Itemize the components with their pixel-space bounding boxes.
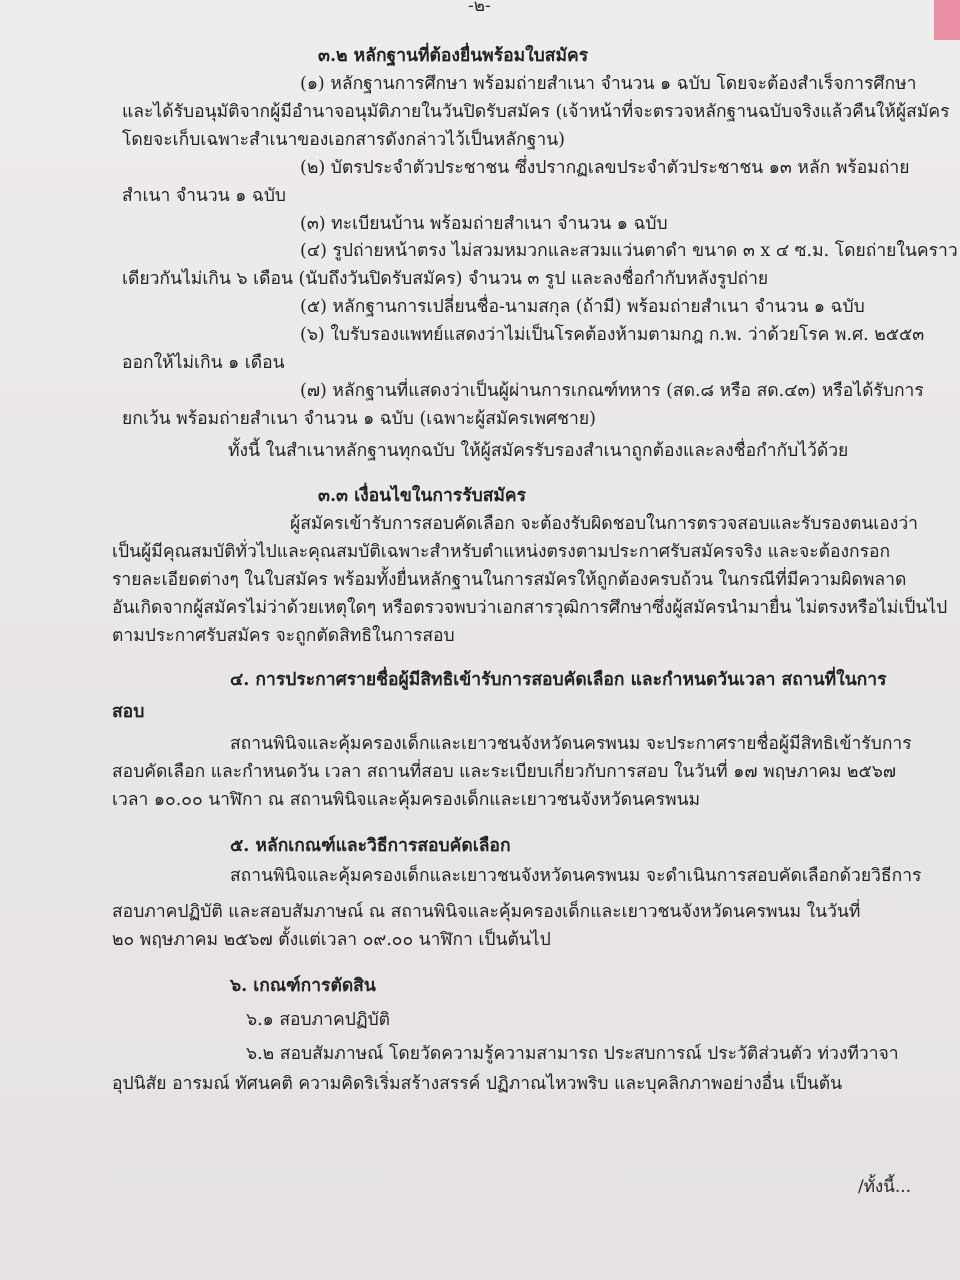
- page-number: -๒-: [468, 0, 491, 16]
- section-6-heading: ๖. เกณฑ์การตัดสิน: [230, 976, 376, 996]
- section-3-2-item-3-line-1: (๓) ทะเบียนบ้าน พร้อมถ่ายสำเนา จำนวน ๑ ฉบับ: [300, 214, 668, 234]
- section-3-2-item-2-line-1: (๒) บัตรประจำตัวประชาชน ซึ่งปรากฏเลขประจำตัวประชาชน ๑๓ หลัก พร้อมถ่าย: [300, 158, 910, 178]
- section-3-2-item-1-line-2: และได้รับอนุมัติจากผู้มีอำนาจอนุมัติภายในวันปิดรับสมัคร (เจ้าหน้าที่จะตรวจหลักฐานฉบับจริงแล้วคืนให้ผู้สมัคร: [122, 102, 950, 122]
- section-3-2-item-4-line-2: เดียวกันไม่เกิน ๖ เดือน (นับถึงวันปิดรับสมัคร) จำนวน ๓ รูป และลงชื่อกำกับหลังรูปถ่าย: [122, 269, 769, 289]
- section-3-3-line-1: ผู้สมัครเข้ารับการสอบคัดเลือก จะต้องรับผิดชอบในการตรวจสอบและรับรองตนเองว่า: [290, 514, 918, 534]
- section-3-2-item-6-line-2: ออกให้ไม่เกิน ๑ เดือน: [122, 353, 285, 373]
- section-3-2-item-2-line-2: สำเนา จำนวน ๑ ฉบับ: [122, 186, 287, 206]
- section-3-2-item-7-line-2: ยกเว้น พร้อมถ่ายสำเนา จำนวน ๑ ฉบับ (เฉพาะผู้สมัครเพศชาย): [122, 409, 596, 429]
- section-3-3-line-5: ตามประกาศรับสมัคร จะถูกตัดสิทธิในการสอบ: [112, 626, 455, 646]
- section-5-heading: ๕. หลักเกณฑ์และวิธีการสอบคัดเลือก: [230, 836, 511, 856]
- section-5-line-2: สอบภาคปฏิบัติ และสอบสัมภาษณ์ ณ สถานพินิจและคุ้มครองเด็กและเยาวชนจังหวัดนครพนม ในวันที่: [112, 902, 861, 922]
- section-3-2-item-5-line-1: (๕) หลักฐานการเปลี่ยนชื่อ-นามสกุล (ถ้ามี) พร้อมถ่ายสำเนา จำนวน ๑ ฉบับ: [300, 297, 865, 317]
- page-edge-strip: [934, 0, 960, 40]
- section-4-heading-line-1: ๔. การประกาศรายชื่อผู้มีสิทธิเข้ารับการสอบคัดเลือก และกำหนดวันเวลา สถานที่ในการ: [230, 670, 887, 690]
- section-5-line-3: ๒๐ พฤษภาคม ๒๕๖๗ ตั้งแต่เวลา ๐๙.๐๐ นาฬิกา เป็นต้นไป: [112, 930, 551, 950]
- section-5-line-1: สถานพินิจและคุ้มครองเด็กและเยาวชนจังหวัดนครพนม จะดำเนินการสอบคัดเลือกด้วยวิธีการ: [230, 866, 922, 886]
- section-6-item-2-line-1: ๖.๒ สอบสัมภาษณ์ โดยวัดความรู้ความสามารถ ประสบการณ์ ประวัติส่วนตัว ท่วงทีวาจา: [246, 1044, 899, 1064]
- section-3-2-item-4-line-1: (๔) รูปถ่ายหน้าตรง ไม่สวมหมวกและสวมแว่นตาดำ ขนาด ๓ x ๔ ซ.ม. โดยถ่ายในคราว: [300, 241, 958, 261]
- section-4-line-2: สอบคัดเลือก และกำหนดวัน เวลา สถานที่สอบ และระเบียบเกี่ยวกับการสอบ ในวันที่ ๑๗ พฤษภาคม ๒๕๖๗: [112, 762, 896, 782]
- section-3-2-item-6-line-1: (๖) ใบรับรองแพทย์แสดงว่าไม่เป็นโรคต้องห้ามตามกฎ ก.พ. ว่าด้วยโรค พ.ศ. ๒๕๕๓: [300, 325, 925, 345]
- section-4-heading-line-2: สอบ: [112, 702, 145, 722]
- section-3-2-item-7-line-1: (๗) หลักฐานที่แสดงว่าเป็นผู้ผ่านการเกณฑ์ทหาร (สด.๘ หรือ สด.๔๓) หรือได้รับการ: [300, 381, 924, 401]
- section-3-3-line-3: รายละเอียดต่างๆ ในใบสมัคร พร้อมทั้งยื่นหลักฐานในการสมัครให้ถูกต้องครบถ้วน ในกรณีที่มีความผิดพลาด: [112, 570, 907, 590]
- section-3-2-item-1-line-1: (๑) หลักฐานการศึกษา พร้อมถ่ายสำเนา จำนวน ๑ ฉบับ โดยจะต้องสำเร็จการศึกษา: [300, 74, 917, 94]
- section-4-line-3: เวลา ๑๐.๐๐ นาฬิกา ณ สถานพินิจและคุ้มครองเด็กและเยาวชนจังหวัดนครพนม: [112, 790, 701, 810]
- section-6-item-2-line-2: อุปนิสัย อารมณ์ ทัศนคติ ความคิดริเริ่มสร้างสรรค์ ปฏิภาณไหวพริบ และบุคลิกภาพอย่างอื่น เป็นต้น: [112, 1074, 843, 1094]
- closing-continuation: /ทั้งนี้...: [858, 1177, 912, 1197]
- section-4-line-1: สถานพินิจและคุ้มครองเด็กและเยาวชนจังหวัดนครพนม จะประกาศรายชื่อผู้มีสิทธิเข้ารับการ: [230, 734, 912, 754]
- section-3-3-line-4: อันเกิดจากผู้สมัครไม่ว่าด้วยเหตุใดๆ หรือตรวจพบว่าเอกสารวุฒิการศึกษาซึ่งผู้สมัครนำมายื่น ไม่ตรงหรือไม่เป็นไป: [112, 598, 948, 618]
- section-6-item-1: ๖.๑ สอบภาคปฏิบัติ: [246, 1010, 391, 1030]
- section-3-2-item-1-line-3: โดยจะเก็บเฉพาะสำเนาของเอกสารดังกล่าวไว้เป็นหลักฐาน): [122, 130, 566, 150]
- section-3-3-line-2: เป็นผู้มีคุณสมบัติทั่วไปและคุณสมบัติเฉพาะสำหรับตำแหน่งตรงตามประกาศรับสมัครจริง และจะต้องกรอก: [112, 542, 891, 562]
- section-3-2-note: ทั้งนี้ ในสำเนาหลักฐานทุกฉบับ ให้ผู้สมัครรับรองสำเนาถูกต้องและลงชื่อกำกับไว้ด้วย: [228, 441, 849, 461]
- section-3-3-heading: ๓.๓ เงื่อนไขในการรับสมัคร: [318, 486, 527, 506]
- section-3-2-heading: ๓.๒ หลักฐานที่ต้องยื่นพร้อมใบสมัคร: [318, 46, 589, 66]
